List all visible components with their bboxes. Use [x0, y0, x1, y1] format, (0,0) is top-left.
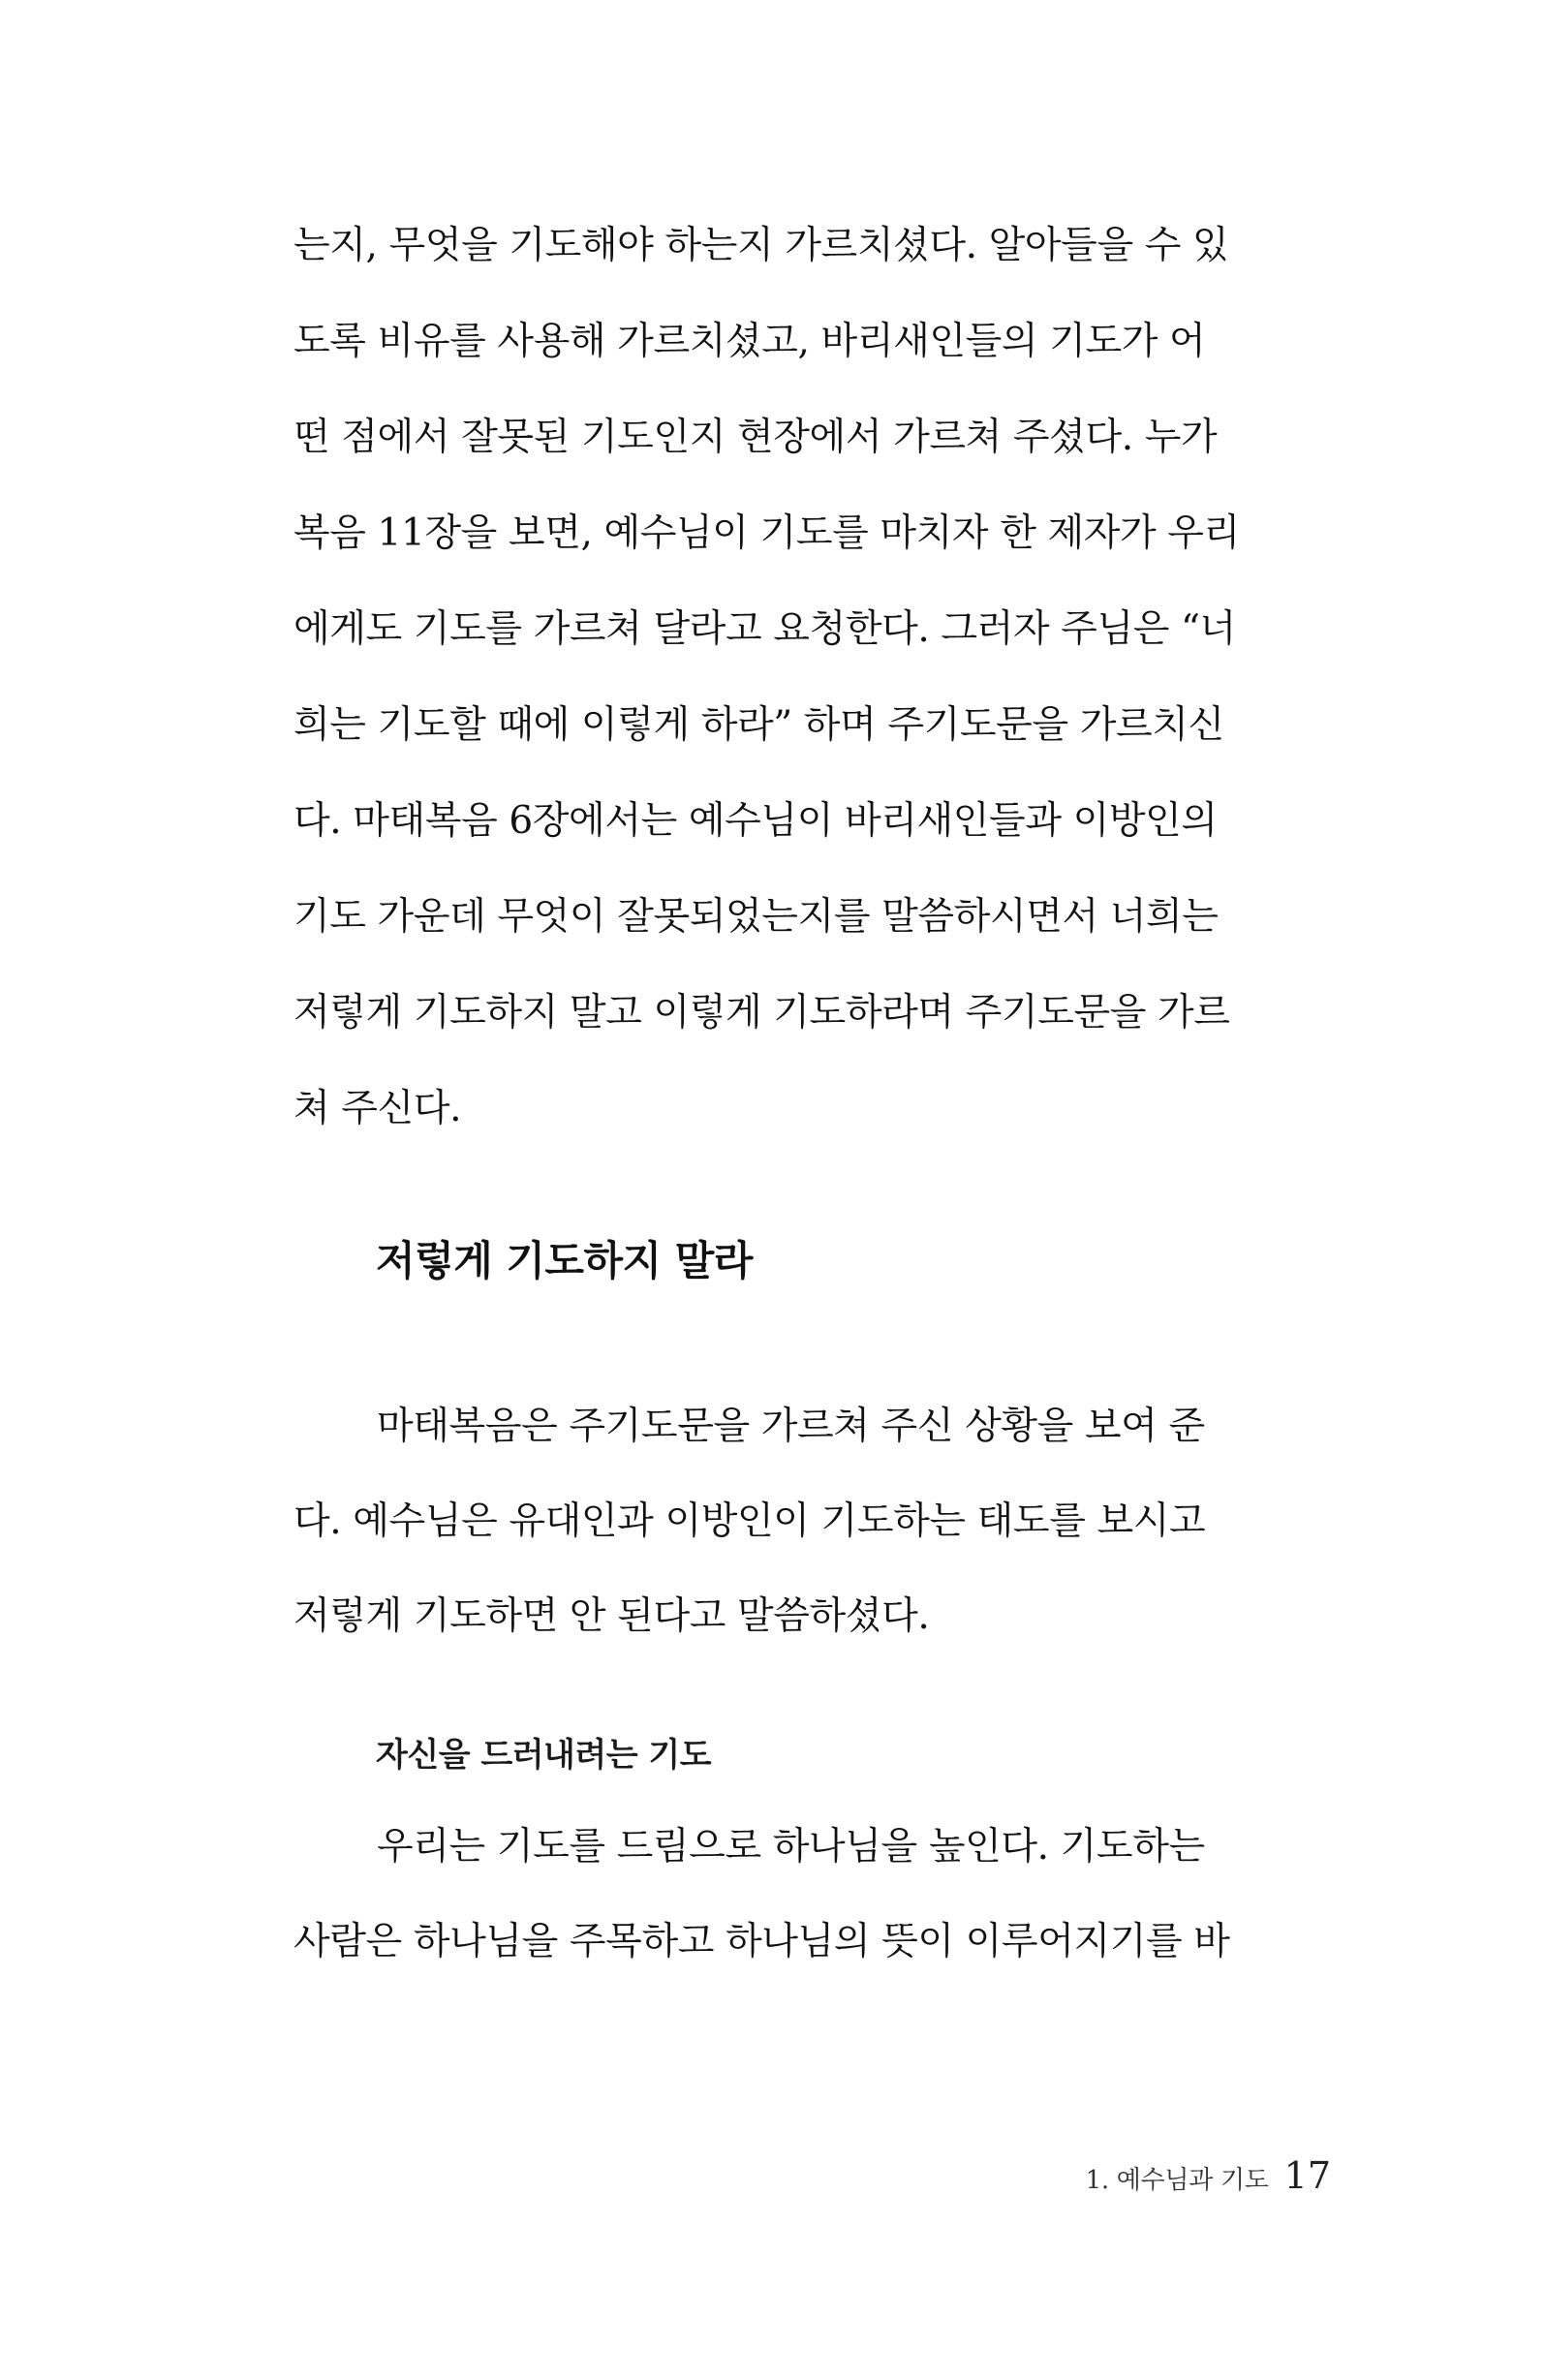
subsection-heading: 자신을 드러내려는 기도: [376, 1736, 712, 1775]
text-line: 다. 마태복음 6장에서는 예수님이 바리새인들과 이방인의: [293, 799, 1218, 843]
body-paragraph-1: [293, 224, 1330, 1130]
text-line: 는지, 무엇을 기도해야 하는지 가르치셨다. 알아들을 수 있: [293, 224, 1229, 267]
body-paragraph-2: [293, 1405, 1330, 1638]
text-line: 떤 점에서 잘못된 기도인지 현장에서 가르쳐 주셨다. 누가: [293, 416, 1218, 459]
page-number: 17: [1283, 2154, 1331, 2197]
text-line: 쳐 주신다.: [293, 1087, 462, 1130]
text-line: 에게도 기도를 가르쳐 달라고 요청한다. 그러자 주님은 “너: [293, 607, 1236, 651]
section-heading: 저렇게 기도하지 말라: [376, 1237, 753, 1284]
text-line: 우리는 기도를 드림으로 하나님을 높인다. 기도하는: [377, 1825, 1205, 1869]
text-line: 도록 비유를 사용해 가르치셨고, 바리새인들의 기도가 어: [293, 320, 1206, 363]
text-line: 저렇게 기도하면 안 된다고 말씀하셨다.: [293, 1594, 930, 1638]
running-footer-section-title: 1. 예수님과 기도: [1085, 2166, 1269, 2195]
page-footer: [1086, 2154, 1331, 2198]
text-line: 다. 예수님은 유대인과 이방인이 기도하는 태도를 보시고: [293, 1499, 1206, 1543]
text-line: 저렇게 기도하지 말고 이렇게 기도하라며 주기도문을 가르: [293, 991, 1230, 1035]
text-line: 복음 11장을 보면, 예수님이 기도를 마치자 한 제자가 우리: [293, 511, 1240, 555]
text-line: 희는 기도할 때에 이렇게 하라” 하며 주기도문을 가르치신: [293, 703, 1224, 747]
text-line: 사람은 하나님을 주목하고 하나님의 뜻이 이루어지기를 바: [293, 1920, 1230, 1963]
body-paragraph-3: [293, 1825, 1330, 1963]
text-line: 기도 가운데 무엇이 잘못되었는지를 말씀하시면서 너희는: [293, 895, 1219, 939]
text-line: 마태복음은 주기도문을 가르쳐 주신 상황을 보여 준: [377, 1405, 1205, 1448]
